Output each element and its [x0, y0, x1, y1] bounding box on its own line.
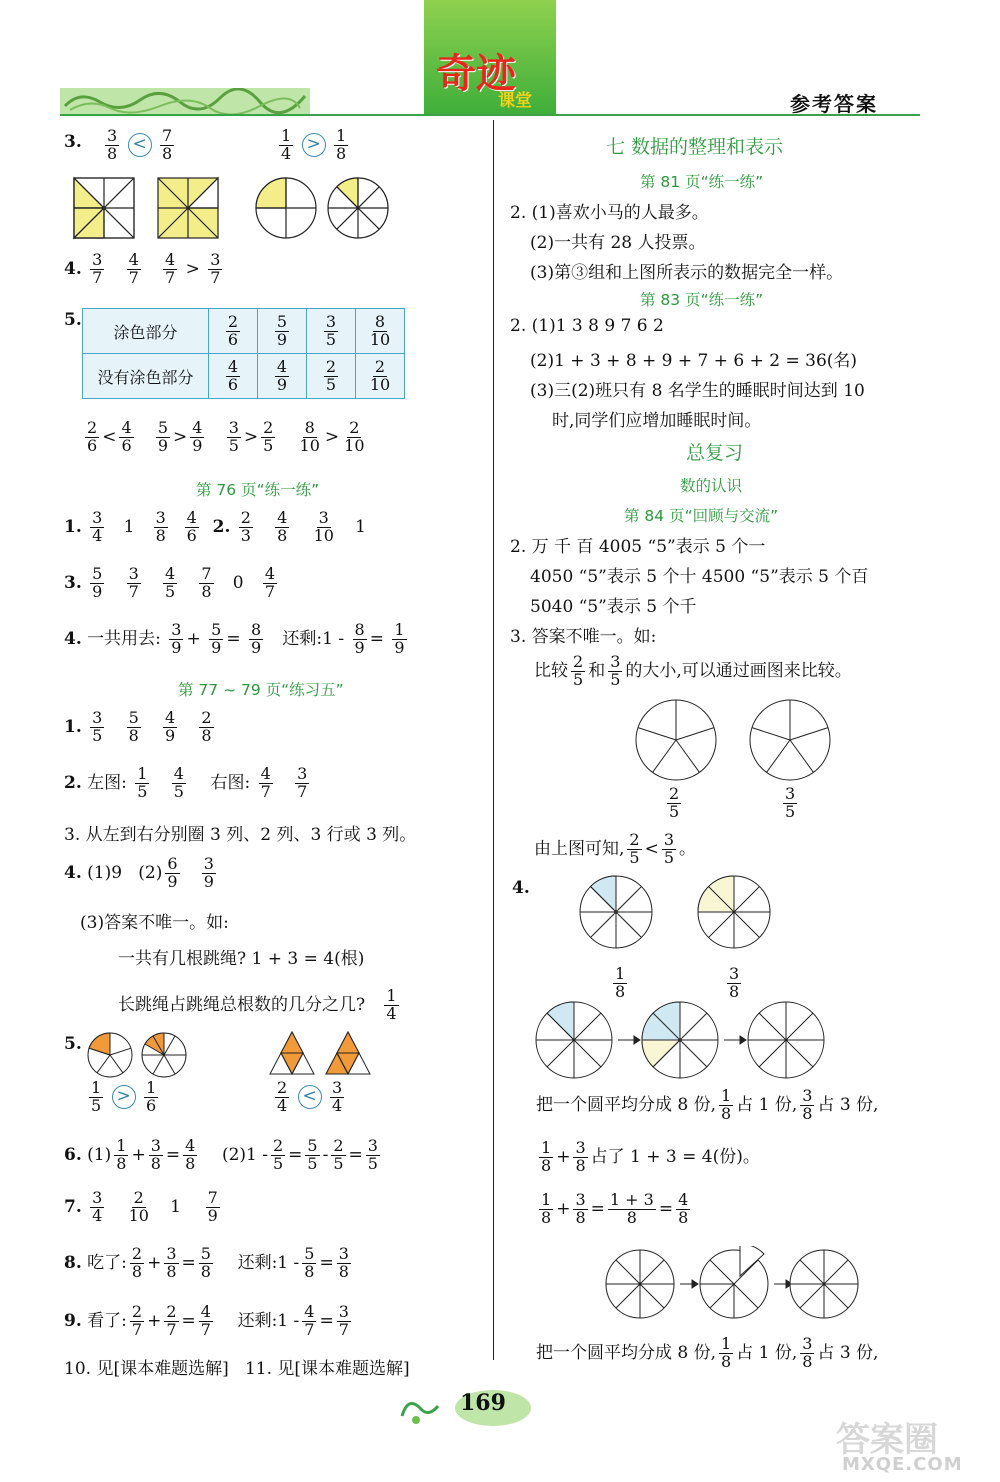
p4-q2: 长跳绳占跳绳总根数的几分之几? $\frac{1}{4}$	[118, 986, 397, 1023]
rq4-label-2: $\frac{3}{8}$	[729, 964, 740, 1001]
sub-title: 数的认识	[680, 477, 743, 495]
q4-line: 4. $\frac{3}{7}$ $\frac{4}{7}$ $\frac{4}{7}$ > $\frac{3}{7}$	[64, 250, 221, 287]
chapter-title: 七 数据的整理和表示	[606, 136, 784, 158]
p5-number: 5.	[64, 1034, 82, 1054]
q3-compare-2: $\frac{1}{4}$ > $\frac{1}{8}$	[281, 126, 347, 163]
section-heading-84: 第 84 页“回顾与交流”	[624, 507, 779, 525]
table-row-label: 没有涂色部分	[83, 354, 209, 399]
l76-q3-line: 3. $\frac{5}{9}$ $\frac{3}{7}$ $\frac{4}{5}$ $\frac{7}{8}$ 0 $\frac{4}{7}$	[64, 564, 276, 601]
watermark-url: MXQE.COM	[842, 1454, 963, 1475]
p5-compare-1: $\frac{1}{5}$ > $\frac{1}{6}$	[91, 1078, 157, 1115]
p10-line: 10. 见[课本难题选解] 11. 见[课本难题选解]	[64, 1359, 410, 1379]
page-header-title: 参考答案	[790, 92, 878, 116]
r83-line-3: (3)三(2)班只有 8 名学生的睡眠时间达到 10	[530, 381, 865, 401]
r81-line-2: (2)一共有 28 人投票。	[530, 233, 706, 253]
p3-line: 3. 从左到右分别圈 3 列、2 列、3 行或 3 列。	[64, 825, 417, 845]
section-heading-76: 第 76 页“练一练”	[196, 481, 320, 499]
column-divider	[493, 120, 494, 1360]
r81-line-1: 2. (1)喜欢小马的人最多。	[510, 203, 709, 223]
l76-q4-line: 4. 一共用去: $\frac{3}{9}$ + $\frac{5}{9}$ = $\frac{8}{9}$ 还剩:1 - $\frac{8}{9}$ = $\frac{1}{9}$	[64, 620, 405, 657]
watermark: 答案圈	[836, 1420, 938, 1460]
r83-line-4: 时,同学们应增加睡眠时间。	[552, 411, 762, 431]
logo-main: 奇迹	[436, 50, 516, 97]
p6-line: 6. (1) $\frac{1}{8}$ + $\frac{3}{8}$ = $\frac{4}{8}$ (2)1 - $\frac{2}{5}$ = $\frac{5}{5}$ - $\frac{2}{5}$ = $\frac{3}{5}$	[64, 1136, 378, 1173]
p5-circles-figure	[86, 1030, 190, 1082]
review-title: 总复习	[686, 442, 744, 464]
q3-compare-1: $\frac{3}{8}$ < $\frac{7}{8}$	[107, 126, 173, 163]
r84-line-5: 比较 $\frac{2}{5}$ 和 $\frac{3}{5}$ 的大小,可以通过画图来比较。	[534, 652, 852, 689]
r81-line-3: (3)第③组和上图所表示的数据完全一样。	[530, 263, 844, 283]
section-heading-81: 第 81 页“练一练”	[640, 173, 764, 191]
p4-sub3: (3)答案不唯一。如:	[80, 913, 229, 933]
rq4-sequence-figure-2	[604, 1246, 860, 1322]
r83-line-2: (2)1 + 3 + 8 + 9 + 7 + 6 + 2 = 36(名)	[530, 351, 858, 371]
rq4-number: 4.	[512, 878, 530, 898]
q5-table: 涂色部分 $\frac{2}{6}$ $\frac{5}{9}$ $\frac{3}{5}$ $\frac{8}{10}$ 没有涂色部分 $\frac{4}{6}$ $\frac{4}{9}$ $\frac{2}{5}$ $\frac{2}{10}$	[82, 308, 405, 399]
rq4-text-3: $\frac{1}{8}$ + $\frac{3}{8}$ = $\frac{1 + 3}{8}$ = $\frac{4}{8}$	[541, 1190, 689, 1227]
compare-circle: >	[302, 133, 326, 157]
page-number: 169	[460, 1390, 506, 1416]
q3-number: 3.	[64, 132, 82, 152]
section-heading-83: 第 83 页“练一练”	[640, 291, 764, 309]
p5-compare-2: $\frac{2}{4}$ < $\frac{3}{4}$	[277, 1078, 343, 1115]
compare-circle: <	[128, 133, 152, 157]
q3-circles-figure	[254, 174, 394, 242]
p9-line: 9. 看了: $\frac{2}{7}$ + $\frac{2}{7}$ = $\frac{4}{7}$ 还剩:1 - $\frac{4}{7}$ = $\frac{3}{7}$	[64, 1302, 349, 1339]
r84-line-2: 4050 “5”表示 5 个十 4500 “5”表示 5 个百	[530, 567, 869, 587]
p4-line: 4. (1)9 (2) $\frac{6}{9}$ $\frac{3}{9}$	[64, 854, 214, 891]
r84-label-2: $\frac{3}{5}$	[785, 784, 796, 821]
p4-q1: 一共有几根跳绳? 1 + 3 = 4(根)	[118, 949, 365, 969]
rq4-sequence-figure	[534, 998, 828, 1082]
logo-sub: 课堂	[498, 91, 532, 111]
p7-line: 7. $\frac{3}{4}$ $\frac{2}{10}$ 1 $\frac{7}{9}$	[64, 1188, 218, 1225]
compare-circle: <	[298, 1085, 322, 1109]
r84-line-1: 2. 万 千 百 4005 “5”表示 5 个一	[510, 537, 766, 557]
rq4-eighths-circles	[578, 874, 778, 950]
section-heading-77: 第 77 ~ 79 页“练习五”	[178, 681, 344, 699]
p5-triangles-figure	[268, 1030, 374, 1076]
r84-label-1: $\frac{2}{5}$	[669, 784, 680, 821]
header-decoration	[60, 88, 310, 114]
q5-number: 5.	[64, 310, 82, 330]
p2-line: 2. 左图: $\frac{1}{5}$ $\frac{4}{5}$ 右图: $\frac{4}{7}$ $\frac{3}{7}$	[64, 764, 308, 801]
rq4-text-1: 把一个圆平均分成 8 份, $\frac{1}{8}$ 占 1 份, $\frac{3}{8}$ 占 3 份,	[536, 1086, 879, 1123]
l76-q1-line: 1. $\frac{3}{4}$ 1 $\frac{3}{8}$ $\frac{4}{6}$ 2. $\frac{2}{3}$ $\frac{4}{8}$ $\frac{3}{10}$ 1	[64, 508, 366, 545]
r84-line-3: 5040 “5”表示 5 个千	[530, 597, 697, 617]
p8-line: 8. 吃了: $\frac{2}{8}$ + $\frac{3}{8}$ = $\frac{5}{8}$ 还剩:1 - $\frac{5}{8}$ = $\frac{3}{8}$	[64, 1244, 349, 1281]
q5-compare-line: $\frac{2}{6}$ < $\frac{4}{6}$ $\frac{5}{9}$ > $\frac{4}{9}$ $\frac{3}{5}$ > $\frac{2}{5}$ $\frac{8}{10}$ > $\frac{2}{10}$	[87, 418, 365, 455]
q3-squares-figure	[72, 176, 252, 240]
rq4-text-4: 把一个圆平均分成 8 份, $\frac{1}{8}$ 占 1 份, $\frac{3}{8}$ 占 3 份,	[536, 1334, 879, 1371]
p1-line: 1. $\frac{3}{5}$ $\frac{5}{8}$ $\frac{4}{9}$ $\frac{2}{8}$	[64, 708, 212, 745]
compare-circle: >	[112, 1085, 136, 1109]
table-row-label: 涂色部分	[83, 309, 209, 354]
r84-line-4: 3. 答案不唯一。如:	[510, 627, 657, 647]
r84-fifths-circles	[634, 698, 834, 784]
r84-conclusion: 由上图可知, $\frac{2}{5}$ < $\frac{3}{5}$ 。	[534, 830, 697, 867]
r83-line-1: 2. (1)1 3 8 9 7 6 2	[510, 316, 664, 336]
rq4-label-1: $\frac{1}{8}$	[615, 964, 626, 1001]
rq4-text-2: $\frac{1}{8}$ + $\frac{3}{8}$ 占了 1 + 3 = 4(份)。	[541, 1138, 760, 1175]
